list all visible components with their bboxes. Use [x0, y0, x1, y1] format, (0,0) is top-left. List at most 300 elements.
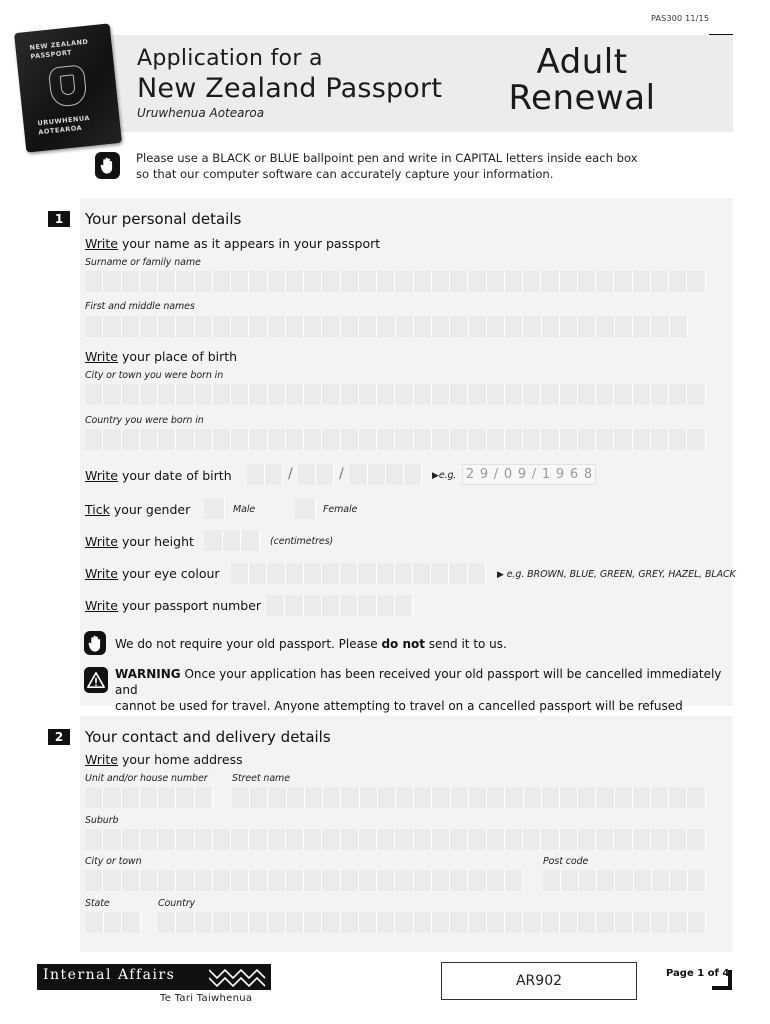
character-box[interactable] — [268, 316, 286, 337]
character-box[interactable] — [670, 870, 688, 891]
character-box[interactable] — [268, 787, 286, 808]
character-box[interactable] — [579, 870, 597, 891]
character-box[interactable] — [249, 271, 267, 292]
character-box[interactable] — [615, 316, 633, 337]
character-box[interactable] — [597, 870, 615, 891]
character-box[interactable] — [140, 271, 158, 292]
character-box[interactable] — [122, 870, 140, 891]
character-box[interactable] — [286, 271, 304, 292]
character-box[interactable] — [395, 912, 413, 933]
character-box[interactable] — [104, 912, 123, 933]
character-box[interactable] — [505, 912, 523, 933]
character-box[interactable] — [414, 384, 432, 405]
character-box[interactable] — [223, 530, 242, 551]
character-box[interactable] — [103, 870, 121, 891]
character-box[interactable] — [633, 429, 651, 450]
character-box[interactable] — [633, 912, 651, 933]
gender-female-checkbox[interactable] — [295, 498, 316, 519]
character-box[interactable] — [377, 271, 395, 292]
character-box[interactable] — [505, 787, 523, 808]
character-box[interactable] — [316, 464, 334, 485]
character-box[interactable] — [651, 384, 669, 405]
character-box[interactable] — [413, 563, 431, 584]
character-box[interactable] — [341, 384, 359, 405]
character-box[interactable] — [122, 316, 140, 337]
character-box[interactable] — [378, 787, 396, 808]
character-box[interactable] — [396, 316, 414, 337]
character-box[interactable] — [323, 787, 341, 808]
street-name-input[interactable] — [232, 787, 706, 808]
character-box[interactable] — [687, 271, 705, 292]
character-box[interactable] — [669, 829, 687, 850]
city-input[interactable] — [85, 870, 523, 891]
character-box[interactable] — [578, 787, 596, 808]
character-box[interactable] — [103, 429, 121, 450]
character-box[interactable] — [450, 384, 468, 405]
character-box[interactable] — [287, 787, 305, 808]
character-box[interactable] — [614, 384, 632, 405]
character-box[interactable] — [432, 787, 450, 808]
character-box[interactable] — [268, 870, 286, 891]
character-box[interactable] — [432, 316, 450, 337]
character-box[interactable] — [468, 271, 486, 292]
character-box[interactable] — [305, 787, 323, 808]
character-box[interactable] — [158, 429, 176, 450]
state-input[interactable] — [85, 912, 141, 933]
character-box[interactable] — [304, 316, 322, 337]
character-box[interactable] — [231, 384, 249, 405]
character-box[interactable] — [386, 464, 404, 485]
character-box[interactable] — [596, 384, 614, 405]
character-box[interactable] — [396, 787, 414, 808]
character-box[interactable] — [414, 316, 432, 337]
character-box[interactable] — [286, 829, 304, 850]
character-box[interactable] — [404, 464, 422, 485]
character-box[interactable] — [523, 829, 541, 850]
character-box[interactable] — [358, 595, 376, 616]
character-box[interactable] — [432, 384, 450, 405]
character-box[interactable] — [669, 912, 687, 933]
character-box[interactable] — [176, 429, 194, 450]
eye-colour-input[interactable] — [231, 563, 486, 584]
character-box[interactable] — [358, 563, 376, 584]
character-box[interactable] — [140, 787, 158, 808]
character-box[interactable] — [249, 912, 267, 933]
character-box[interactable] — [322, 563, 340, 584]
character-box[interactable] — [231, 316, 249, 337]
character-box[interactable] — [450, 429, 468, 450]
character-box[interactable] — [687, 787, 705, 808]
character-box[interactable] — [341, 316, 359, 337]
character-box[interactable] — [176, 912, 194, 933]
character-box[interactable] — [450, 870, 468, 891]
character-box[interactable] — [468, 870, 486, 891]
dob-day-input[interactable] — [247, 464, 283, 485]
character-box[interactable] — [195, 829, 213, 850]
character-box[interactable] — [140, 870, 158, 891]
character-box[interactable] — [578, 316, 596, 337]
dob-month-input[interactable] — [298, 464, 334, 485]
character-box[interactable] — [122, 429, 140, 450]
character-box[interactable] — [268, 912, 286, 933]
character-box[interactable] — [432, 271, 450, 292]
character-box[interactable] — [85, 429, 103, 450]
character-box[interactable] — [523, 912, 541, 933]
character-box[interactable] — [341, 271, 359, 292]
character-box[interactable] — [596, 829, 614, 850]
character-box[interactable] — [122, 384, 140, 405]
character-box[interactable] — [158, 912, 176, 933]
character-box[interactable] — [487, 316, 505, 337]
character-box[interactable] — [395, 870, 413, 891]
character-box[interactable] — [687, 384, 705, 405]
character-box[interactable] — [633, 316, 651, 337]
character-box[interactable] — [85, 316, 103, 337]
character-box[interactable] — [140, 316, 158, 337]
character-box[interactable] — [633, 271, 651, 292]
character-box[interactable] — [304, 384, 322, 405]
character-box[interactable] — [103, 271, 121, 292]
post-code-input[interactable] — [543, 870, 706, 891]
character-box[interactable] — [359, 316, 377, 337]
character-box[interactable] — [487, 429, 505, 450]
character-box[interactable] — [340, 595, 358, 616]
character-box[interactable] — [359, 870, 377, 891]
character-box[interactable] — [195, 787, 213, 808]
character-box[interactable] — [524, 787, 542, 808]
character-box[interactable] — [322, 271, 340, 292]
character-box[interactable] — [176, 271, 194, 292]
character-box[interactable] — [285, 595, 303, 616]
character-box[interactable] — [596, 271, 614, 292]
character-box[interactable] — [140, 829, 158, 850]
character-box[interactable] — [669, 271, 687, 292]
character-box[interactable] — [286, 384, 304, 405]
character-box[interactable] — [340, 563, 358, 584]
character-box[interactable] — [304, 912, 322, 933]
character-box[interactable] — [669, 384, 687, 405]
character-box[interactable] — [687, 429, 705, 450]
character-box[interactable] — [561, 870, 579, 891]
character-box[interactable] — [195, 316, 213, 337]
character-box[interactable] — [298, 464, 316, 485]
character-box[interactable] — [85, 787, 103, 808]
character-box[interactable] — [377, 870, 395, 891]
character-box[interactable] — [633, 384, 651, 405]
character-box[interactable] — [286, 870, 304, 891]
character-box[interactable] — [213, 271, 231, 292]
first-names-input[interactable] — [85, 316, 688, 337]
character-box[interactable] — [505, 271, 523, 292]
character-box[interactable] — [249, 563, 267, 584]
character-box[interactable] — [377, 829, 395, 850]
character-box[interactable] — [195, 870, 213, 891]
character-box[interactable] — [687, 829, 705, 850]
character-box[interactable] — [596, 316, 614, 337]
character-box[interactable] — [158, 271, 176, 292]
character-box[interactable] — [395, 595, 413, 616]
character-box[interactable] — [250, 787, 268, 808]
character-box[interactable] — [487, 912, 505, 933]
character-box[interactable] — [241, 530, 260, 551]
character-box[interactable] — [560, 316, 578, 337]
character-box[interactable] — [286, 429, 304, 450]
character-box[interactable] — [450, 271, 468, 292]
surname-input[interactable] — [85, 271, 706, 292]
character-box[interactable] — [541, 271, 559, 292]
character-box[interactable] — [560, 829, 578, 850]
height-input[interactable] — [204, 530, 260, 551]
character-box[interactable] — [487, 271, 505, 292]
character-box[interactable] — [231, 429, 249, 450]
character-box[interactable] — [688, 870, 706, 891]
character-box[interactable] — [158, 870, 176, 891]
character-box[interactable] — [615, 912, 633, 933]
character-box[interactable] — [286, 912, 304, 933]
character-box[interactable] — [505, 316, 523, 337]
character-box[interactable] — [449, 563, 467, 584]
character-box[interactable] — [541, 384, 559, 405]
character-box[interactable] — [213, 316, 231, 337]
character-box[interactable] — [304, 271, 322, 292]
character-box[interactable] — [688, 912, 706, 933]
character-box[interactable] — [651, 829, 669, 850]
character-box[interactable] — [85, 829, 103, 850]
character-box[interactable] — [304, 563, 322, 584]
character-box[interactable] — [267, 563, 285, 584]
character-box[interactable] — [359, 912, 377, 933]
character-box[interactable] — [368, 464, 386, 485]
character-box[interactable] — [652, 870, 670, 891]
character-box[interactable] — [432, 829, 450, 850]
character-box[interactable] — [633, 829, 651, 850]
character-box[interactable] — [322, 316, 340, 337]
character-box[interactable] — [542, 912, 560, 933]
character-box[interactable] — [304, 829, 322, 850]
character-box[interactable] — [560, 384, 578, 405]
character-box[interactable] — [596, 787, 614, 808]
character-box[interactable] — [578, 271, 596, 292]
character-box[interactable] — [341, 912, 359, 933]
character-box[interactable] — [103, 829, 121, 850]
character-box[interactable] — [505, 384, 523, 405]
character-box[interactable] — [268, 271, 286, 292]
character-box[interactable] — [523, 429, 541, 450]
character-box[interactable] — [85, 384, 103, 405]
character-box[interactable] — [247, 464, 265, 485]
character-box[interactable] — [140, 384, 158, 405]
character-box[interactable] — [505, 429, 523, 450]
character-box[interactable] — [122, 829, 140, 850]
character-box[interactable] — [158, 787, 176, 808]
character-box[interactable] — [487, 787, 505, 808]
character-box[interactable] — [85, 912, 104, 933]
character-box[interactable] — [596, 912, 614, 933]
character-box[interactable] — [578, 429, 596, 450]
character-box[interactable] — [103, 787, 121, 808]
character-box[interactable] — [634, 870, 652, 891]
character-box[interactable] — [249, 870, 267, 891]
character-box[interactable] — [304, 870, 322, 891]
character-box[interactable] — [651, 787, 669, 808]
character-box[interactable] — [451, 787, 469, 808]
character-box[interactable] — [468, 563, 486, 584]
dob-year-input[interactable] — [350, 464, 422, 485]
character-box[interactable] — [140, 429, 158, 450]
character-box[interactable] — [414, 787, 432, 808]
character-box[interactable] — [578, 384, 596, 405]
character-box[interactable] — [487, 384, 505, 405]
character-box[interactable] — [450, 829, 468, 850]
character-box[interactable] — [359, 384, 377, 405]
character-box[interactable] — [469, 316, 487, 337]
character-box[interactable] — [350, 464, 368, 485]
character-box[interactable] — [505, 829, 523, 850]
character-box[interactable] — [377, 429, 395, 450]
country-input[interactable] — [158, 912, 706, 933]
character-box[interactable] — [322, 384, 340, 405]
character-box[interactable] — [432, 429, 450, 450]
character-box[interactable] — [560, 429, 578, 450]
character-box[interactable] — [395, 429, 413, 450]
character-box[interactable] — [213, 429, 231, 450]
character-box[interactable] — [614, 429, 632, 450]
character-box[interactable] — [268, 429, 286, 450]
character-box[interactable] — [267, 595, 285, 616]
character-box[interactable] — [395, 384, 413, 405]
character-box[interactable] — [615, 787, 633, 808]
character-box[interactable] — [204, 530, 223, 551]
character-box[interactable] — [322, 912, 340, 933]
character-box[interactable] — [231, 563, 249, 584]
character-box[interactable] — [651, 429, 669, 450]
character-box[interactable] — [341, 429, 359, 450]
character-box[interactable] — [268, 829, 286, 850]
character-box[interactable] — [395, 829, 413, 850]
character-box[interactable] — [195, 429, 213, 450]
character-box[interactable] — [232, 787, 250, 808]
character-box[interactable] — [596, 429, 614, 450]
character-box[interactable] — [265, 464, 283, 485]
character-box[interactable] — [195, 271, 213, 292]
character-box[interactable] — [213, 829, 231, 850]
character-box[interactable] — [85, 271, 103, 292]
character-box[interactable] — [541, 829, 559, 850]
character-box[interactable] — [359, 429, 377, 450]
character-box[interactable] — [505, 870, 523, 891]
character-box[interactable] — [122, 271, 140, 292]
character-box[interactable] — [359, 829, 377, 850]
character-box[interactable] — [543, 870, 561, 891]
character-box[interactable] — [560, 912, 578, 933]
character-box[interactable] — [414, 829, 432, 850]
character-box[interactable] — [213, 384, 231, 405]
character-box[interactable] — [468, 429, 486, 450]
character-box[interactable] — [578, 829, 596, 850]
character-box[interactable] — [322, 870, 340, 891]
birth-city-input[interactable] — [85, 384, 706, 405]
character-box[interactable] — [249, 384, 267, 405]
character-box[interactable] — [176, 870, 194, 891]
character-box[interactable] — [651, 316, 669, 337]
character-box[interactable] — [231, 271, 249, 292]
character-box[interactable] — [560, 271, 578, 292]
character-box[interactable] — [85, 870, 103, 891]
character-box[interactable] — [286, 563, 304, 584]
character-box[interactable] — [377, 595, 395, 616]
character-box[interactable] — [395, 563, 413, 584]
character-box[interactable] — [304, 595, 322, 616]
character-box[interactable] — [614, 829, 632, 850]
character-box[interactable] — [176, 787, 194, 808]
character-box[interactable] — [469, 912, 487, 933]
character-box[interactable] — [615, 870, 633, 891]
character-box[interactable] — [377, 316, 395, 337]
character-box[interactable] — [322, 595, 340, 616]
character-box[interactable] — [103, 316, 121, 337]
character-box[interactable] — [103, 384, 121, 405]
character-box[interactable] — [414, 271, 432, 292]
unit-number-input[interactable] — [85, 787, 213, 808]
character-box[interactable] — [614, 271, 632, 292]
character-box[interactable] — [322, 429, 340, 450]
character-box[interactable] — [176, 316, 194, 337]
character-box[interactable] — [450, 316, 468, 337]
character-box[interactable] — [487, 829, 505, 850]
character-box[interactable] — [377, 912, 395, 933]
character-box[interactable] — [322, 829, 340, 850]
character-box[interactable] — [669, 787, 687, 808]
character-box[interactable] — [414, 912, 432, 933]
character-box[interactable] — [431, 563, 449, 584]
character-box[interactable] — [468, 829, 486, 850]
character-box[interactable] — [432, 870, 450, 891]
character-box[interactable] — [360, 787, 378, 808]
passport-number-input[interactable] — [267, 595, 413, 616]
character-box[interactable] — [231, 829, 249, 850]
character-box[interactable] — [158, 316, 176, 337]
character-box[interactable] — [487, 870, 505, 891]
character-box[interactable] — [213, 912, 231, 933]
character-box[interactable] — [341, 829, 359, 850]
character-box[interactable] — [195, 912, 213, 933]
suburb-input[interactable] — [85, 829, 706, 850]
character-box[interactable] — [158, 829, 176, 850]
character-box[interactable] — [560, 787, 578, 808]
character-box[interactable] — [341, 870, 359, 891]
character-box[interactable] — [231, 912, 249, 933]
gender-male-checkbox[interactable] — [204, 498, 225, 519]
birth-country-input[interactable] — [85, 429, 706, 450]
character-box[interactable] — [249, 429, 267, 450]
character-box[interactable] — [414, 429, 432, 450]
character-box[interactable] — [523, 271, 541, 292]
character-box[interactable] — [268, 384, 286, 405]
character-box[interactable] — [377, 563, 395, 584]
character-box[interactable] — [432, 912, 450, 933]
character-box[interactable] — [541, 429, 559, 450]
character-box[interactable] — [341, 787, 359, 808]
character-box[interactable] — [669, 429, 687, 450]
character-box[interactable] — [523, 384, 541, 405]
character-box[interactable] — [578, 912, 596, 933]
character-box[interactable] — [542, 787, 560, 808]
character-box[interactable] — [286, 316, 304, 337]
character-box[interactable] — [468, 384, 486, 405]
character-box[interactable] — [469, 787, 487, 808]
character-box[interactable] — [304, 429, 322, 450]
character-box[interactable] — [523, 316, 541, 337]
